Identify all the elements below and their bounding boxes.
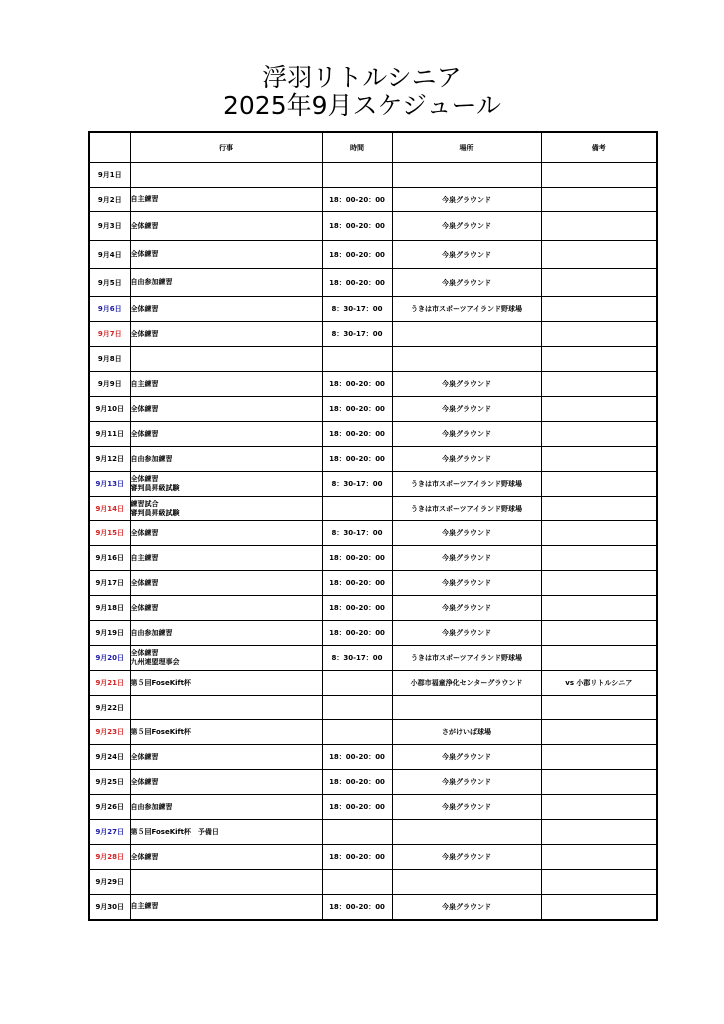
event-cell: 第５回FoseKift杯 (130, 671, 322, 696)
place-cell: うきは市スポーツアイランド野球場 (392, 646, 541, 671)
time-cell: 8：30-17：00 (322, 322, 392, 347)
date-cell: 9月10日 (89, 397, 130, 422)
date-cell: 9月27日 (89, 820, 130, 845)
time-cell: 18：00-20：00 (322, 895, 392, 920)
note-cell (541, 770, 657, 795)
note-cell: vs 小郡リトルシニア (541, 671, 657, 696)
date-cell: 9月18日 (89, 596, 130, 621)
event-cell: 全体練習 (130, 571, 322, 596)
place-cell: 今泉グラウンド (392, 241, 541, 269)
event-cell: 全体練習 (130, 745, 322, 770)
place-cell: 今泉グラウンド (392, 546, 541, 571)
table-row (89, 472, 657, 497)
date-cell: 9月16日 (89, 546, 130, 571)
table-row (89, 646, 657, 671)
place-cell: 今泉グラウンド (392, 188, 541, 212)
place-cell: 今泉グラウンド (392, 795, 541, 820)
table-row (89, 571, 657, 596)
event-cell (130, 163, 322, 188)
table-row (89, 521, 657, 546)
note-cell (541, 546, 657, 571)
date-cell: 9月20日 (89, 646, 130, 671)
event-cell: 全体練習 (130, 297, 322, 322)
event-cell: 全体練習 審判員昇級試験 (130, 472, 322, 497)
time-cell: 18：00-20：00 (322, 241, 392, 269)
place-cell: 今泉グラウンド (392, 845, 541, 870)
place-cell: 今泉グラウンド (392, 422, 541, 447)
note-cell (541, 422, 657, 447)
note-cell (541, 322, 657, 347)
note-cell (541, 372, 657, 397)
time-cell: 18：00-20：00 (322, 188, 392, 212)
date-cell: 9月5日 (89, 269, 130, 297)
schedule-table (88, 131, 658, 921)
time-cell: 18：00-20：00 (322, 212, 392, 241)
note-cell (541, 472, 657, 497)
event-cell: 全体練習 (130, 422, 322, 447)
note-cell (541, 497, 657, 521)
date-cell: 9月6日 (89, 297, 130, 322)
schedule-rows (89, 163, 657, 920)
date-cell: 9月1日 (89, 163, 130, 188)
place-cell: 今泉グラウンド (392, 895, 541, 920)
header-date (89, 132, 130, 163)
date-cell: 9月8日 (89, 347, 130, 372)
event-cell: 自主練習 (130, 372, 322, 397)
table-row (89, 820, 657, 845)
time-cell (322, 163, 392, 188)
place-cell: 今泉グラウンド (392, 372, 541, 397)
event-cell: 自由参加練習 (130, 621, 322, 646)
table-row (89, 621, 657, 646)
time-cell (322, 671, 392, 696)
table-row (89, 212, 657, 241)
date-cell: 9月28日 (89, 845, 130, 870)
time-cell: 8：30-17：00 (322, 472, 392, 497)
note-cell (541, 895, 657, 920)
event-cell: 第５回FoseKift杯 (130, 720, 322, 745)
table-row (89, 188, 657, 212)
table-row (89, 297, 657, 322)
note-cell (541, 646, 657, 671)
table-row (89, 447, 657, 472)
date-cell: 9月2日 (89, 188, 130, 212)
table-row (89, 671, 657, 696)
table-row (89, 546, 657, 571)
time-cell: 18：00-20：00 (322, 546, 392, 571)
date-cell: 9月25日 (89, 770, 130, 795)
place-cell (392, 870, 541, 895)
header-event: 行事 (130, 132, 322, 163)
time-cell (322, 870, 392, 895)
header-place: 場所 (392, 132, 541, 163)
event-cell (130, 870, 322, 895)
event-cell: 全体練習 (130, 241, 322, 269)
time-cell: 18：00-20：00 (322, 770, 392, 795)
place-cell (392, 696, 541, 720)
table-row (89, 720, 657, 745)
note-cell (541, 745, 657, 770)
table-row (89, 745, 657, 770)
date-cell: 9月4日 (89, 241, 130, 269)
event-cell: 全体練習 (130, 212, 322, 241)
date-cell: 9月24日 (89, 745, 130, 770)
event-cell: 自由参加練習 (130, 447, 322, 472)
note-cell (541, 269, 657, 297)
note-cell (541, 795, 657, 820)
time-cell: 18：00-20：00 (322, 621, 392, 646)
schedule-title-team: 浮羽リトルシニア (262, 63, 462, 92)
time-cell: 18：00-20：00 (322, 596, 392, 621)
table-row (89, 422, 657, 447)
time-cell: 18：00-20：00 (322, 372, 392, 397)
date-cell: 9月26日 (89, 795, 130, 820)
event-cell: 全体練習 (130, 322, 322, 347)
event-cell: 全体練習 (130, 397, 322, 422)
place-cell: 今泉グラウンド (392, 770, 541, 795)
place-cell: さがけいば球場 (392, 720, 541, 745)
note-cell (541, 521, 657, 546)
time-cell: 18：00-20：00 (322, 422, 392, 447)
event-cell: 全体練習 九州連盟理事会 (130, 646, 322, 671)
note-cell (541, 347, 657, 372)
note-cell (541, 820, 657, 845)
place-cell: うきは市スポーツアイランド野球場 (392, 497, 541, 521)
table-row (89, 347, 657, 372)
note-cell (541, 621, 657, 646)
table-row (89, 269, 657, 297)
place-cell (392, 163, 541, 188)
date-cell: 9月15日 (89, 521, 130, 546)
event-cell: 全体練習 (130, 596, 322, 621)
time-cell (322, 820, 392, 845)
place-cell: 今泉グラウンド (392, 745, 541, 770)
date-cell: 9月3日 (89, 212, 130, 241)
time-cell: 18：00-20：00 (322, 269, 392, 297)
table-row (89, 241, 657, 269)
time-cell: 18：00-20：00 (322, 845, 392, 870)
event-cell: 自由参加練習 (130, 269, 322, 297)
event-cell (130, 347, 322, 372)
date-cell: 9月22日 (89, 696, 130, 720)
event-cell: 第５回FoseKift杯 予備日 (130, 820, 322, 845)
table-row (89, 870, 657, 895)
note-cell (541, 397, 657, 422)
place-cell: 今泉グラウンド (392, 397, 541, 422)
time-cell: 18：00-20：00 (322, 447, 392, 472)
date-cell: 9月9日 (89, 372, 130, 397)
date-cell: 9月23日 (89, 720, 130, 745)
time-cell: 8：30-17：00 (322, 297, 392, 322)
place-cell: 今泉グラウンド (392, 571, 541, 596)
note-cell (541, 163, 657, 188)
note-cell (541, 870, 657, 895)
event-cell: 自由参加練習 (130, 795, 322, 820)
event-cell: 自主練習 (130, 895, 322, 920)
note-cell (541, 845, 657, 870)
place-cell: うきは市スポーツアイランド野球場 (392, 297, 541, 322)
table-row (89, 795, 657, 820)
event-cell: 自主練習 (130, 546, 322, 571)
time-cell (322, 696, 392, 720)
table-row (89, 770, 657, 795)
time-cell: 18：00-20：00 (322, 795, 392, 820)
event-cell (130, 696, 322, 720)
table-row (89, 397, 657, 422)
date-cell: 9月14日 (89, 497, 130, 521)
time-cell (322, 497, 392, 521)
event-cell: 全体練習 (130, 521, 322, 546)
place-cell: 今泉グラウンド (392, 447, 541, 472)
note-cell (541, 696, 657, 720)
place-cell: 今泉グラウンド (392, 269, 541, 297)
time-cell: 18：00-20：00 (322, 745, 392, 770)
place-cell: 今泉グラウンド (392, 521, 541, 546)
time-cell: 8：30-17：00 (322, 646, 392, 671)
date-cell: 9月7日 (89, 322, 130, 347)
time-cell (322, 720, 392, 745)
time-cell: 8：30-17：00 (322, 521, 392, 546)
date-cell: 9月29日 (89, 870, 130, 895)
note-cell (541, 571, 657, 596)
time-cell: 18：00-20：00 (322, 571, 392, 596)
table-row (89, 372, 657, 397)
table-row (89, 497, 657, 521)
date-cell: 9月17日 (89, 571, 130, 596)
place-cell (392, 347, 541, 372)
place-cell (392, 820, 541, 845)
place-cell: 小郡市福童浄化センターグラウンド (392, 671, 541, 696)
table-row (89, 596, 657, 621)
note-cell (541, 596, 657, 621)
time-cell: 18：00-20：00 (322, 397, 392, 422)
place-cell: 今泉グラウンド (392, 212, 541, 241)
time-cell (322, 347, 392, 372)
place-cell: 今泉グラウンド (392, 596, 541, 621)
note-cell (541, 212, 657, 241)
event-cell: 全体練習 (130, 770, 322, 795)
table-row (89, 895, 657, 920)
note-cell (541, 720, 657, 745)
place-cell: うきは市スポーツアイランド野球場 (392, 472, 541, 497)
table-row (89, 163, 657, 188)
header-note: 備考 (541, 132, 657, 163)
note-cell (541, 188, 657, 212)
place-cell: 今泉グラウンド (392, 621, 541, 646)
date-cell: 9月21日 (89, 671, 130, 696)
table-row (89, 696, 657, 720)
table-row (89, 845, 657, 870)
note-cell (541, 297, 657, 322)
event-cell: 自主練習 (130, 188, 322, 212)
date-cell: 9月13日 (89, 472, 130, 497)
place-cell (392, 322, 541, 347)
table-row (89, 322, 657, 347)
schedule-title-month: 2025年9月スケジュール (222, 91, 502, 120)
date-cell: 9月11日 (89, 422, 130, 447)
event-cell: 練習試合 審判員昇級試験 (130, 497, 322, 521)
note-cell (541, 241, 657, 269)
header-row (89, 132, 657, 163)
note-cell (541, 447, 657, 472)
event-cell: 全体練習 (130, 845, 322, 870)
date-cell: 9月12日 (89, 447, 130, 472)
header-time: 時間 (322, 132, 392, 163)
date-cell: 9月19日 (89, 621, 130, 646)
date-cell: 9月30日 (89, 895, 130, 920)
